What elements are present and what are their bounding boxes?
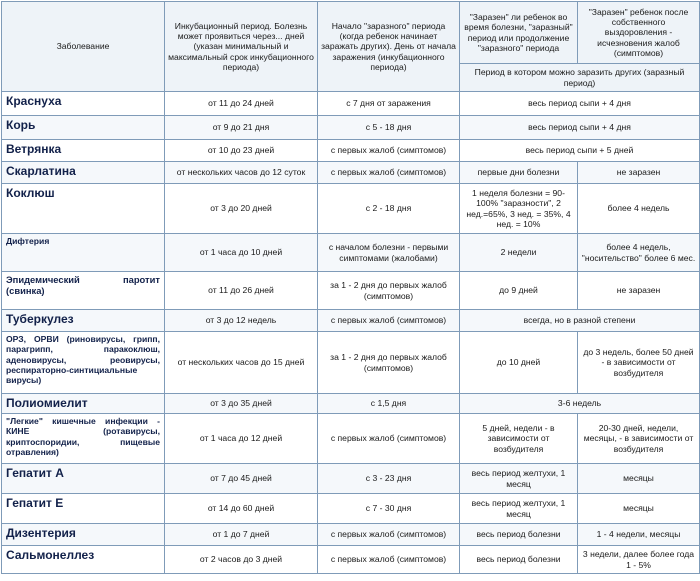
disease-name: Коклюш xyxy=(2,184,165,234)
incubation-cell: от нескольких часов до 12 суток xyxy=(165,162,318,184)
contagious-start-cell: за 1 - 2 дня до первых жалоб (симптомов) xyxy=(318,332,460,394)
contagious-after-cell: 3 недели, далее более года 1 - 5% xyxy=(578,546,700,574)
contagious-period-cell: весь период сыпи + 5 дней xyxy=(460,140,700,162)
table-row xyxy=(2,524,700,546)
table-row xyxy=(2,184,700,234)
incubation-cell: от 11 до 26 дней xyxy=(165,272,318,310)
contagious-after-cell: до 3 недель, более 50 дней - в зависимости от возбудителя xyxy=(578,332,700,394)
table-row xyxy=(2,272,700,310)
incubation-cell: от 9 до 21 дня xyxy=(165,116,318,140)
disease-name: Дизентерия xyxy=(2,524,165,546)
header-contagious-start: Начало "заразного" периода (когда ребенок начинает заражать других). День от начала заражения (инкубационного периода) xyxy=(318,2,460,92)
header-disease: Заболевание xyxy=(2,2,165,92)
table-row xyxy=(2,464,700,494)
contagious-after-cell: 20-30 дней, недели, месяцы, - в зависимости от возбудителя xyxy=(578,414,700,464)
contagious-during-cell: весь период желтухи, 1 месяц xyxy=(460,494,578,524)
header-contagious-after: "Заразен" ребенок после собственного выздоровления - исчезновения жалоб (симптомов) xyxy=(578,2,700,64)
incubation-cell: от 10 до 23 дней xyxy=(165,140,318,162)
disease-name: Гепатит Е xyxy=(2,494,165,524)
disease-name: Корь xyxy=(2,116,165,140)
contagious-after-cell: месяцы xyxy=(578,494,700,524)
contagious-start-cell: с первых жалоб (симптомов) xyxy=(318,310,460,332)
contagious-during-cell: 5 дней, недели - в зависимости от возбудителя xyxy=(460,414,578,464)
table-row xyxy=(2,92,700,116)
incubation-cell: от 1 часа до 12 дней xyxy=(165,414,318,464)
table-row xyxy=(2,310,700,332)
incubation-cell: от 3 до 35 дней xyxy=(165,394,318,414)
contagious-start-cell: с 1,5 дня xyxy=(318,394,460,414)
disease-name: Сальмонеллез xyxy=(2,546,165,574)
contagious-start-cell: с началом болезни - первыми симптомами (жалобами) xyxy=(318,234,460,272)
incubation-cell: от 14 до 60 дней xyxy=(165,494,318,524)
disease-table xyxy=(1,1,700,574)
incubation-cell: от 7 до 45 дней xyxy=(165,464,318,494)
incubation-cell: от нескольких часов до 15 дней xyxy=(165,332,318,394)
table-row xyxy=(2,162,700,184)
incubation-cell: от 3 до 12 недель xyxy=(165,310,318,332)
contagious-during-cell: весь период болезни xyxy=(460,524,578,546)
disease-name: Гепатит А xyxy=(2,464,165,494)
contagious-during-cell: первые дни болезни xyxy=(460,162,578,184)
contagious-during-cell: 2 недели xyxy=(460,234,578,272)
contagious-period-cell: всегда, но в разной степени xyxy=(460,310,700,332)
incubation-cell: от 1 часа до 10 дней xyxy=(165,234,318,272)
table-row xyxy=(2,116,700,140)
contagious-period-cell: 3-6 недель xyxy=(460,394,700,414)
disease-name: Полиомиелит xyxy=(2,394,165,414)
contagious-after-cell: месяцы xyxy=(578,464,700,494)
header-incubation: Инкубационный период. Болезнь может проявиться через... дней (указан минимальный и максимальный срок инкубационного периода) xyxy=(165,2,318,92)
contagious-period-cell: весь период сыпи + 4 дня xyxy=(460,92,700,116)
table-row xyxy=(2,546,700,574)
incubation-cell: от 1 до 7 дней xyxy=(165,524,318,546)
incubation-cell: от 2 часов до 3 дней xyxy=(165,546,318,574)
table-row xyxy=(2,414,700,464)
disease-name: Краснуха xyxy=(2,92,165,116)
contagious-after-cell: не заразен xyxy=(578,272,700,310)
contagious-start-cell: с 7 - 30 дня xyxy=(318,494,460,524)
contagious-start-cell: с 7 дня от заражения xyxy=(318,92,460,116)
disease-name: Дифтерия xyxy=(2,234,165,272)
disease-name: "Легкие" кишечные инфекции - КИНЕ (ротавирусы, криптоспоридии, пищевые отравления) xyxy=(2,414,165,464)
contagious-during-cell: до 10 дней xyxy=(460,332,578,394)
contagious-start-cell: с первых жалоб (симптомов) xyxy=(318,162,460,184)
header-period-subheader: Период в котором можно заразить других (заразный период) xyxy=(460,64,700,92)
table-row xyxy=(2,332,700,394)
contagious-start-cell: за 1 - 2 дня до первых жалоб (симптомов) xyxy=(318,272,460,310)
contagious-start-cell: с первых жалоб (симптомов) xyxy=(318,414,460,464)
contagious-start-cell: с 3 - 23 дня xyxy=(318,464,460,494)
contagious-start-cell: с первых жалоб (симптомов) xyxy=(318,546,460,574)
disease-name: Скарлатина xyxy=(2,162,165,184)
table-row xyxy=(2,140,700,162)
incubation-cell: от 11 до 24 дней xyxy=(165,92,318,116)
contagious-start-cell: с 5 - 18 дня xyxy=(318,116,460,140)
contagious-during-cell: весь период болезни xyxy=(460,546,578,574)
contagious-start-cell: с 2 - 18 дня xyxy=(318,184,460,234)
contagious-start-cell: с первых жалоб (симптомов) xyxy=(318,140,460,162)
header-contagious-during: "Заразен" ли ребенок во время болезни, "заразный" период или продолжение "заразного" периода xyxy=(460,2,578,64)
contagious-during-cell: до 9 дней xyxy=(460,272,578,310)
table-row xyxy=(2,234,700,272)
contagious-after-cell: более 4 недель xyxy=(578,184,700,234)
disease-name: Ветрянка xyxy=(2,140,165,162)
contagious-during-cell: весь период желтухи, 1 месяц xyxy=(460,464,578,494)
disease-name: ОРЗ, ОРВИ (риновирусы, грипп, парагрипп, паракоклюш, аденовирусы, реовирусы, респираторно-синтициальные вирусы) xyxy=(2,332,165,394)
disease-name: Эпидемический паротит (свинка) xyxy=(2,272,165,310)
incubation-cell: от 3 до 20 дней xyxy=(165,184,318,234)
contagious-after-cell: не заразен xyxy=(578,162,700,184)
table-row xyxy=(2,494,700,524)
contagious-after-cell: 1 - 4 недели, месяцы xyxy=(578,524,700,546)
contagious-period-cell: весь период сыпи + 4 дня xyxy=(460,116,700,140)
disease-name: Туберкулез xyxy=(2,310,165,332)
contagious-start-cell: с первых жалоб (симптомов) xyxy=(318,524,460,546)
table-row xyxy=(2,394,700,414)
contagious-during-cell: 1 неделя болезни = 90-100% "заразности", 2 нед.=65%, 3 нед. = 35%, 4 нед. = 10% xyxy=(460,184,578,234)
contagious-after-cell: более 4 недель, "носительство" более 6 мес. xyxy=(578,234,700,272)
